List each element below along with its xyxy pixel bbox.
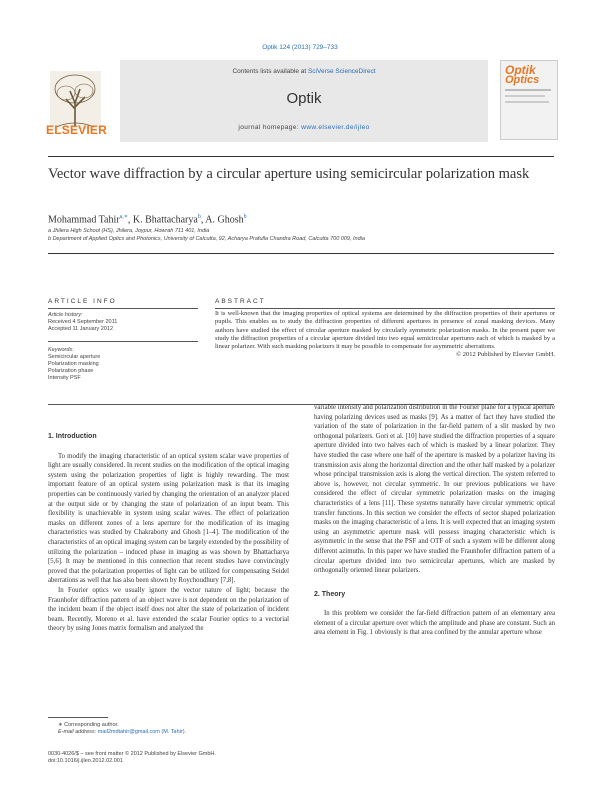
homepage-prefix: journal homepage: (238, 124, 302, 131)
contents-line (120, 68, 488, 75)
intro-paragraph: In Fourier optics we usually ignore the vector nature of light; because the Fraunhofer diffraction pattern of an object wave is not dependent on the polarization of the incident beam if the object itself does not alter the state of polarization of incident beam. Recently, Moreno et al. have extended the scalar Fourier optics to a vectorial theory by using Jones matrix formalism and analyzed the (48, 586, 289, 633)
left-column (48, 432, 289, 634)
keywords-label: Keywords: (48, 347, 74, 353)
header-rule (48, 156, 554, 157)
abstract-text: It is well-known that the imaging properties of optical systems are determined by the diffraction properties of their apertures or pupils. This enables us to study the diffraction properties of different apertures in presence of zonal masking devices. Many authors have studied the effect of circular aperture masked by circularly symmetric polarization masks. In the present paper we study the diffraction properties of a circular aperture divided into two equal semicircular apertures each of which is masked by a linear polarizer. With such masking polarizers it may be possible to compensate for asymmetric aberrations. (215, 310, 555, 351)
masthead (48, 60, 554, 156)
footnote (58, 722, 186, 736)
journal-cover-thumbnail (500, 60, 558, 140)
author-name: K. Bhattacharya (132, 214, 198, 226)
author-list (48, 213, 247, 225)
footer (48, 751, 216, 765)
abstract-body (215, 310, 555, 360)
history-label: Article history: (48, 312, 83, 318)
info-rule (48, 308, 198, 309)
sciencedirect-link[interactable]: SciVerse ScienceDirect (307, 68, 376, 75)
author-sep: , (200, 214, 206, 226)
affiliation-a: a Jhilera High School (HS), Jhilera, Joypur, Howrah 711 401, India (48, 228, 210, 234)
journal-reference[interactable]: Optik 124 (2013) 729–733 (262, 44, 338, 51)
keyword: Polarization masking (48, 361, 99, 367)
author-name: Mohammad Tahir (48, 214, 120, 226)
copyright: © 2012 Published by Elsevier GmbH. (456, 351, 555, 359)
publisher-name: ELSEVIER (46, 123, 107, 137)
cover-title: Optik (505, 63, 536, 77)
author-sup[interactable]: a,∗ (119, 214, 128, 220)
cover-line (505, 101, 549, 103)
abstract-rule (215, 308, 555, 309)
theory-paragraph: In this problem we consider the far-field diffraction pattern of an elementary area element of a circular aperture over which the amplitude and phase are constant. Such an area element in Fig. 1 obviously is that area confined by the annular aperture whose (314, 610, 555, 637)
keyword: Polarization phase (48, 368, 94, 374)
article-title: Vector wave diffraction by a circular aperture using semicircular polarization mask (48, 166, 530, 182)
email-line (58, 729, 186, 736)
email-link[interactable]: mail2mdtahir@gmail.com (M. Tahir). (97, 729, 187, 735)
divider-rule (48, 253, 554, 254)
issn-line: 0030-4026/$ – see front matter © 2012 Published by Elsevier GmbH. (48, 751, 216, 757)
received-date: Received 4 September 2011 (48, 319, 118, 325)
intro-paragraph: variable intensity and polarization distribution in the Fourier plane for a typical aperture having polarizing devices used as masks [9]. As a matter of fact they have studied the variation of the state of polarization in the far-field pattern of a slit masked by two orthogonal polarizers. Gori et al. [10] have studied the diffraction properties of a square aperture divided into two halves each of which is masked by a linear polarizer. They have studied the case where one half of the aperture is masked by a polarizer having its transmission axis along the horizontal direction and the other half masked by a polarizer whose principal transmission axis is along the vertical direction. The system referred to above is, however, not circular symmetric. In our previous publications we have considered the effect of circular symmetric polarization masks on the imaging characteristics of a lens [11]. These systems naturally have circular symmetric optical transfer functions. In this section we consider the effects of sector shaped polarization masks on the imaging characteristic of a lens. It is well expected that an imaging system using an asymmetric aperture mask will possess imaging characteristic which is asymmetric in the sense that the PSF and OTF of such a system will be different along different azimuths. In this paper we have studied the Fraunhofer diffraction pattern of a circular aperture divided into two semicircular apertures, which are masked by orthogonally oriented linear polarizers. (314, 404, 555, 575)
email-label: E-mail address: (58, 729, 98, 735)
contents-prefix: Contents lists available at (232, 68, 308, 75)
keyword: Semicircular aperture (48, 354, 101, 360)
theory-heading: 2. Theory (314, 590, 346, 598)
footnote-rule (48, 717, 108, 718)
journal-name: Optik (286, 90, 322, 107)
author-sep: , (127, 214, 133, 226)
intro-heading: 1. Introduction (48, 433, 97, 440)
right-column (314, 403, 555, 638)
keywords-block (48, 347, 100, 382)
homepage-link[interactable]: www.elsevier.de/ijleo (301, 124, 370, 131)
header-band (120, 60, 488, 142)
author-sup[interactable]: b (243, 214, 247, 220)
doi-link[interactable]: doi:10.1016/j.ijleo.2012.02.001 (48, 758, 123, 764)
cover-line (505, 95, 545, 97)
info-rule (48, 341, 198, 342)
abstract-heading: ABSTRACT (215, 298, 266, 305)
cover-line (505, 89, 551, 91)
author-name: A. Ghosh (205, 214, 244, 226)
article-info-heading: ARTICLE INFO (48, 298, 117, 305)
intro-paragraph: To modify the imaging characteristic of an optical system scalar wave properties of light are usually considered. In recent studies on the modification of the optical imaging system using the polarization properties of light is highly rewarding. The most important feature of an optical system using polarization mask is that its imaging properties can be continuously varied by changing the orientation of an analyzer placed at the output side or by changing the state of polarization of an input beam. This flexibility is unachievable in system using scalar waves. The effect of polarization masks on different zones of a lens aperture for the modification of its imaging characteristics was studied by Chakraborty and Ghosh [1–4]. The modification of the characteristics of an optical imaging system can be largely extended by the possibility of utilizing the polarization – induced phase in imaging as was shown by Bhattacharya [5,6]. It may be mentioned in this connection that recent studies have convincingly proved that the polarization properties of light can be utilized for compensating Seidel aberrations as well that has also been shown by Roychoudhury [7,8]. (48, 452, 289, 585)
keyword: Intensity PSF (48, 375, 81, 381)
homepage-line (120, 124, 488, 131)
author-sup[interactable]: b (197, 214, 201, 220)
corresponding-author: ∗ Corresponding author. (58, 722, 119, 728)
accepted-date: Accepted 11 January 2012 (48, 326, 114, 332)
cover-subtitle: Optics (505, 74, 540, 86)
affiliation-b: b Department of Applied Optics and Photonics, University of Calcutta, 92, Acharya Prafulla Chandra Road, Calcutta 700 009, India (48, 236, 365, 242)
article-history (48, 312, 117, 333)
